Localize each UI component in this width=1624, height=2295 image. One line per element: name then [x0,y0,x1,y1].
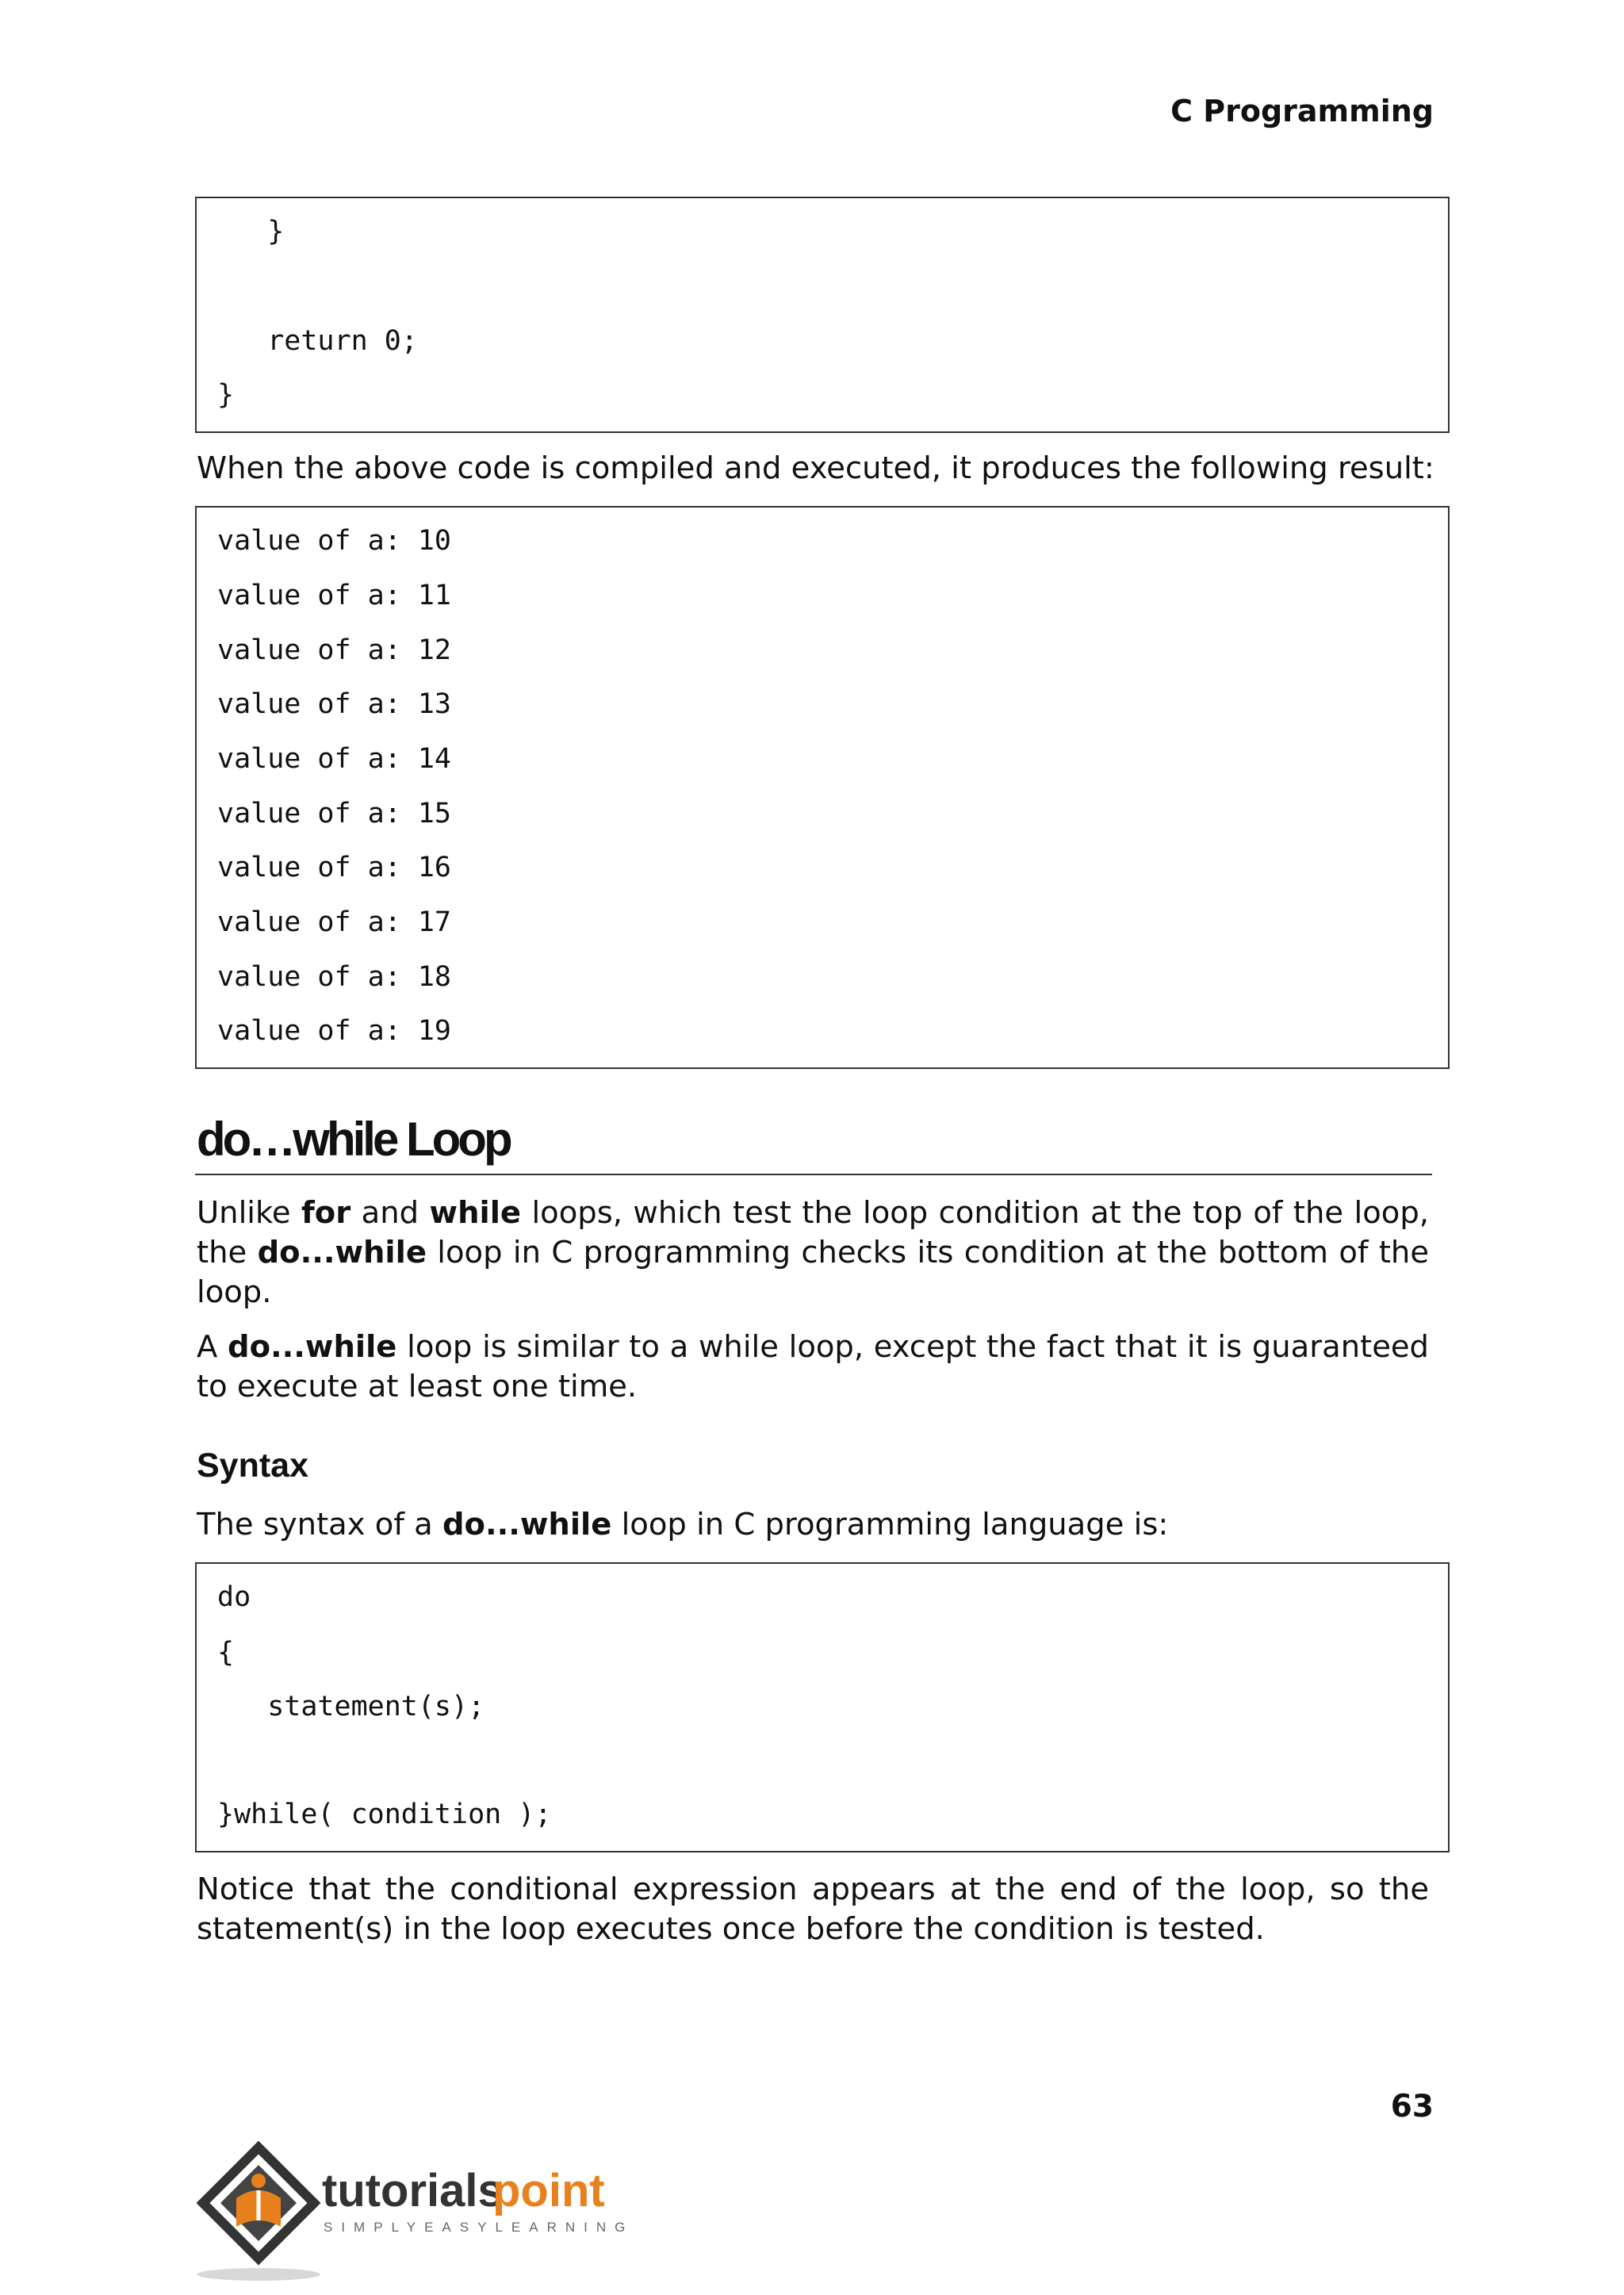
bold-keyword: while [429,1195,522,1231]
logo-text-primary: tutorials [322,2165,504,2216]
text-run: loop in C programming language is: [611,1507,1169,1542]
notice-paragraph: Notice that the conditional expression appears at the end of the loop, so the statement(s) in the loop executes once before the condition is tested. [197,1872,1429,1947]
code-line: { [217,1637,235,1669]
output-line: value of a: 10 [217,525,452,557]
syntax-heading: Syntax [197,1446,309,1485]
code-line: } [217,216,285,247]
output-line: value of a: 18 [217,961,452,993]
output-line: value of a: 11 [217,580,452,611]
page-number: 63 [1390,2089,1434,2125]
bold-keyword: do...while [257,1235,427,1270]
output-line: value of a: 19 [217,1015,452,1047]
code-line: }while( condition ); [217,1799,552,1830]
output-line: value of a: 14 [217,743,452,775]
heading-underline [195,1174,1432,1175]
output-line: value of a: 15 [217,798,452,829]
paragraph-guaranteed [197,1328,1429,1407]
logo-tagline: SIMPLYEASYLEARNING [324,2220,634,2235]
code-line: statement(s); [217,1691,485,1722]
code-line: return 0; [217,325,418,357]
output-block [195,506,1450,1069]
section-heading: do…while Loop [197,1113,510,1166]
code-line: } [217,379,235,411]
output-line: value of a: 17 [217,906,452,938]
output-line: value of a: 13 [217,688,452,720]
running-header-title: C Programming [1170,94,1434,128]
syntax-code-block [195,1562,1450,1852]
text-run: Unlike [197,1195,302,1231]
bold-keyword: do...while [228,1329,397,1365]
paragraph-unlike [197,1193,1429,1312]
text-run: A [197,1329,228,1365]
bold-keyword: do...while [442,1507,612,1542]
result-intro-text: When the above code is compiled and executed, it produces the following result: [197,450,1434,486]
text-run: loops, which test the loop condition at the top of the loop, the [197,1195,1430,1270]
output-line: value of a: 12 [217,634,452,666]
bold-keyword: for [301,1195,351,1231]
syntax-intro [197,1505,1429,1545]
text-run: loop in C programming checks its condition at the bottom of the loop. [197,1235,1430,1310]
output-line: value of a: 16 [217,852,452,883]
code-line: do [217,1581,251,1613]
text-run: The syntax of a [197,1507,442,1542]
text-run: and [350,1195,430,1231]
tutorialspoint-logo [195,2141,639,2284]
code-block-continuation [195,197,1450,433]
text-run: loop is similar to a while loop, except the fact that it is guaranteed to execute at least one time. [197,1329,1430,1404]
logo-text-secondary: point [492,2165,605,2216]
